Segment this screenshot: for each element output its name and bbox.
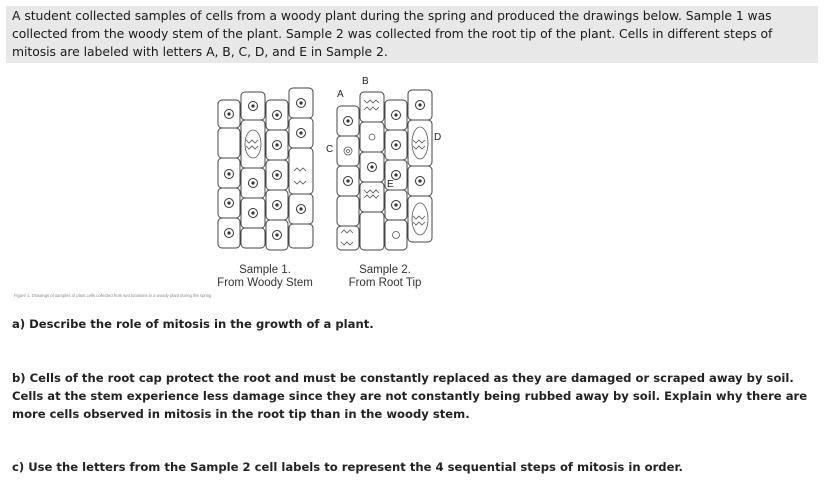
sample2-caption-line2: From Root Tip [348,277,422,289]
question-a: a) Describe the role of mitosis in the growth of a plant. [12,317,374,331]
label-b: B [362,76,369,87]
intro-paragraph: A student collected samples of cells from a woody plant during the spring and produced the drawings below. Sample 1 was collected from the woody stem of the plant. Sample 2 was collected from the root tip of the plant. Cells in different steps of mitosis are labeled with letters A, B, C, D, and E in Sample 2. [6,6,818,63]
sample1-caption [205,264,325,290]
label-e: E [387,179,394,190]
sample2-cells [337,90,432,250]
sample1-caption-line1: Sample 1. [239,264,291,276]
figure-note: Figure 1. Drawings of samples of plant cells collected from two locations in a woody plant during the spring [14,293,212,298]
question-b: b) Cells of the root cap protect the root and must be constantly replaced as they are damaged or scraped away by soil. Cells at the stem experience less damage since they are not constantly being rubbed away by soil. Explain why there are more cells observed in mitosis in the root tip than in the woody stem. [12,371,808,421]
sample2-caption [325,264,445,290]
label-a: A [337,89,344,100]
label-c: C [326,144,334,155]
mitosis-figure [0,70,829,300]
sample2-caption-line1: Sample 2. [359,264,411,276]
sample1-caption-line2: From Woody Stem [217,277,313,289]
question-c: c) Use the letters from the Sample 2 cell labels to represent the 4 sequential steps of mitosis in order. [12,460,683,474]
label-d: D [434,132,442,143]
